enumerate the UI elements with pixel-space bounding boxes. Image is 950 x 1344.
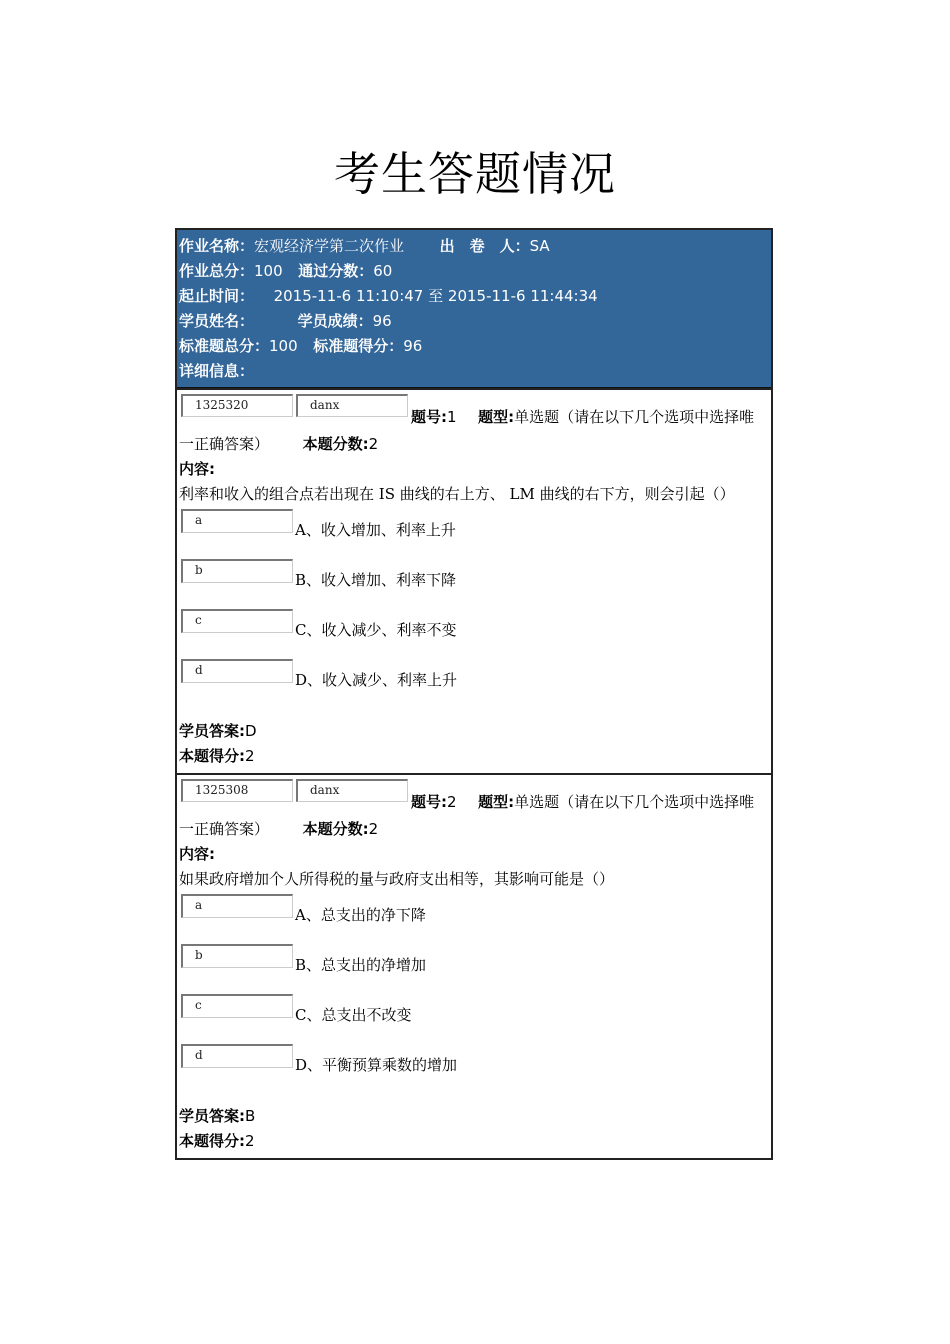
question-meta bbox=[411, 791, 754, 812]
type-label: 题型: bbox=[478, 793, 515, 811]
points-value: 2 bbox=[245, 1132, 255, 1150]
question-meta-continued bbox=[179, 432, 769, 457]
question-points bbox=[179, 744, 769, 769]
pass-value: 60 bbox=[373, 262, 393, 280]
option-item bbox=[179, 557, 769, 607]
total-value: 100 bbox=[254, 262, 283, 280]
option-text: C、总支出不改变 bbox=[295, 1006, 412, 1024]
std-total-value: 100 bbox=[269, 337, 298, 355]
option-item bbox=[179, 892, 769, 942]
question-score: 2 bbox=[368, 820, 379, 838]
question-type: 单选题（请在以下几个选项中选择唯 bbox=[514, 793, 755, 811]
answer-label: 学员答案: bbox=[179, 722, 245, 740]
author-value: SA bbox=[529, 237, 550, 255]
time-label: 起止时间： bbox=[179, 287, 255, 305]
option-key-field[interactable]: a bbox=[181, 509, 293, 533]
score-label: 本题分数: bbox=[302, 820, 369, 838]
question-score: 2 bbox=[368, 435, 379, 453]
author-label: 出 卷 人： bbox=[439, 237, 530, 255]
student-answer bbox=[179, 1104, 769, 1129]
option-key-field[interactable]: b bbox=[181, 944, 293, 968]
std-total-label: 标准题总分： bbox=[179, 337, 270, 355]
number-label: 题号: bbox=[411, 793, 447, 811]
option-item bbox=[179, 992, 769, 1042]
points-value: 2 bbox=[245, 747, 255, 765]
option-text: C、收入减少、利率不变 bbox=[295, 621, 457, 639]
option-key-field[interactable]: a bbox=[181, 894, 293, 918]
question-type-code-field[interactable]: danx bbox=[296, 394, 408, 417]
option-text: D、平衡预算乘数的增加 bbox=[295, 1056, 458, 1074]
std-score-label: 标准题得分： bbox=[313, 337, 404, 355]
option-item bbox=[179, 507, 769, 557]
answer-value: D bbox=[245, 722, 257, 740]
question-number: 1 bbox=[447, 408, 457, 426]
header-line-time bbox=[179, 284, 769, 309]
option-item bbox=[179, 607, 769, 657]
score-label: 本题分数: bbox=[302, 435, 369, 453]
grade-value: 96 bbox=[372, 312, 392, 330]
option-item bbox=[179, 1042, 769, 1092]
question-type: 单选题（请在以下几个选项中选择唯 bbox=[514, 408, 755, 426]
pass-label: 通过分数： bbox=[298, 262, 374, 280]
student-answer bbox=[179, 719, 769, 744]
question-points bbox=[179, 1129, 769, 1154]
assignment-header bbox=[177, 230, 771, 388]
header-line-score bbox=[179, 259, 769, 284]
question-block bbox=[177, 773, 771, 1158]
option-item bbox=[179, 657, 769, 707]
points-label: 本题得分: bbox=[179, 1132, 245, 1150]
question-type-continued: 一正确答案） bbox=[179, 820, 270, 838]
total-label: 作业总分： bbox=[179, 262, 255, 280]
option-item bbox=[179, 942, 769, 992]
question-id-field[interactable]: 1325308 bbox=[181, 779, 293, 802]
name-label: 作业名称： bbox=[179, 237, 255, 255]
std-score-value: 96 bbox=[403, 337, 423, 355]
option-text: D、收入减少、利率上升 bbox=[295, 671, 458, 689]
header-line-name bbox=[179, 234, 769, 259]
student-label: 学员姓名： bbox=[179, 312, 255, 330]
time-start: 2015-11-6 11:10:47 bbox=[273, 287, 424, 305]
header-line-detail bbox=[179, 359, 769, 384]
option-text: B、总支出的净增加 bbox=[295, 956, 427, 974]
page-title: 考生答题情况 bbox=[334, 147, 616, 201]
question-id-field[interactable]: 1325320 bbox=[181, 394, 293, 417]
content-label: 内容: bbox=[179, 460, 215, 478]
question-meta bbox=[411, 406, 754, 427]
grade-label: 学员成绩： bbox=[297, 312, 373, 330]
detail-label: 详细信息： bbox=[179, 362, 255, 380]
number-label: 题号: bbox=[411, 408, 447, 426]
option-key-field[interactable]: b bbox=[181, 559, 293, 583]
question-block bbox=[177, 388, 771, 773]
question-meta-continued bbox=[179, 817, 769, 842]
answer-sheet bbox=[175, 228, 773, 1160]
answer-label: 学员答案: bbox=[179, 1107, 245, 1125]
question-type-continued: 一正确答案） bbox=[179, 435, 270, 453]
option-key-field[interactable]: c bbox=[181, 609, 293, 633]
points-label: 本题得分: bbox=[179, 747, 245, 765]
option-text: B、收入增加、利率下降 bbox=[295, 571, 457, 589]
question-number: 2 bbox=[447, 793, 457, 811]
option-text: A、总支出的净下降 bbox=[295, 906, 426, 924]
question-content: 利率和收入的组合点若出现在 IS 曲线的右上方、 LM 曲线的右下方，则会引起（） bbox=[179, 485, 735, 503]
time-end: 2015-11-6 11:44:34 bbox=[447, 287, 598, 305]
type-label: 题型: bbox=[478, 408, 515, 426]
name-value: 宏观经济学第二次作业 bbox=[254, 237, 405, 255]
question-content: 如果政府增加个人所得税的量与政府支出相等，其影响可能是（） bbox=[179, 870, 615, 888]
option-key-field[interactable]: d bbox=[181, 659, 293, 683]
option-text: A、收入增加、利率上升 bbox=[295, 521, 456, 539]
option-key-field[interactable]: d bbox=[181, 1044, 293, 1068]
option-key-field[interactable]: c bbox=[181, 994, 293, 1018]
question-id-row bbox=[179, 392, 769, 432]
answer-value: B bbox=[245, 1107, 256, 1125]
question-type-code-field[interactable]: danx bbox=[296, 779, 408, 802]
time-separator: 至 bbox=[428, 287, 444, 305]
question-id-row bbox=[179, 777, 769, 817]
header-line-student bbox=[179, 309, 769, 334]
content-label: 内容: bbox=[179, 845, 215, 863]
header-line-standard bbox=[179, 334, 769, 359]
